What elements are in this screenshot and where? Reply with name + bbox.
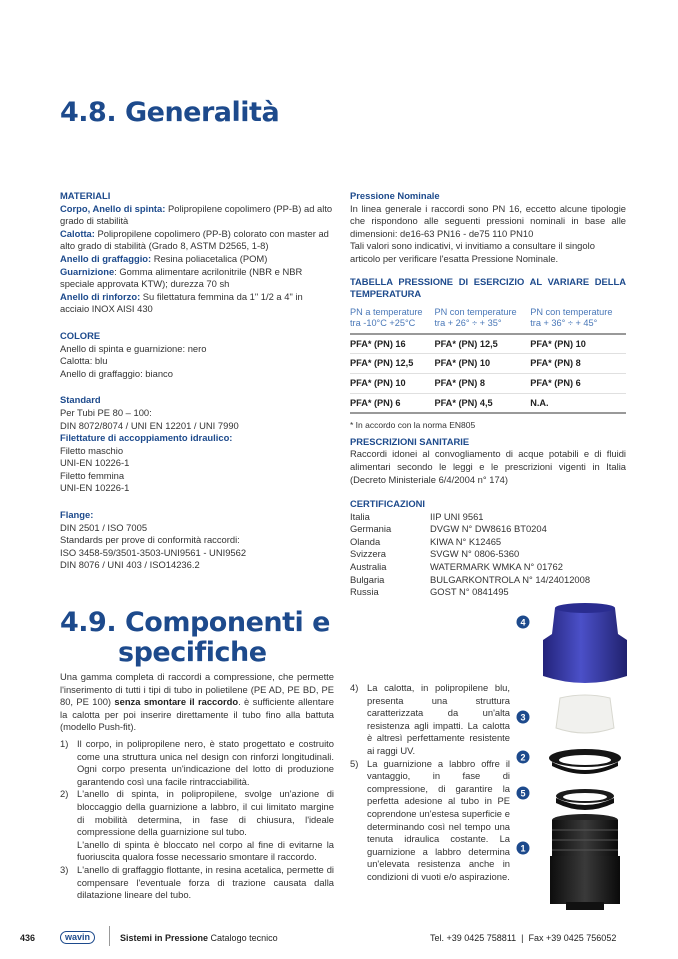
- standard-line: DIN 8072/8074 / UNI EN 12201 / UNI 7990: [60, 419, 239, 431]
- list-text: L'anello di graffaggio flottante, in resina acetalica, permette di compensare l'eventuale forza di trazione causata dalla dilatazione lineare del tubo.: [77, 863, 334, 901]
- table-row: [350, 354, 626, 374]
- materiali-text: : Gomma alimentare acrilonitrile (NBR e NBR speciale approvata KTW); durezza 70 sh: [60, 265, 303, 290]
- badge-3: [517, 711, 530, 724]
- list-text: Il corpo, in polipropilene nero, è stato progettato e costruito come una struttura unica nel design con rinforzi longitudinali. Ogni corpo presenta un'indicazione del lotto di produzione garantendo così una facile rintracciabilità.: [77, 738, 334, 787]
- materiali-item: [60, 203, 334, 228]
- list-number: 3): [60, 863, 69, 875]
- cert-number: GOST N° 0841495: [430, 586, 509, 598]
- prescrizioni-text: Raccordi idonei al convogliamento di acque potabili e di fluidi alimentari secondo le leggi e le prescrizioni vigenti in Italia (Decreto Ministeriale 6/4/2004 n° 174): [350, 448, 626, 485]
- prescrizioni-heading: PRESCRIZIONI SANITARIE: [350, 435, 470, 447]
- filettature-line: Filetto maschio: [60, 444, 124, 456]
- tabella-heading: TABELLA PRESSIONE DI ESERCIZIO AL VARIARE DELLA TEMPERATURA: [350, 275, 626, 300]
- materiali-text: Resina poliacetalica (POM): [151, 252, 268, 264]
- table-header-cell: [350, 307, 434, 334]
- intro-text: Una gamma completa di raccordi a compressione, che permette l'inserimento di tutti i tipi di tubo in polietilene (PE AD, PE BD, PE 80, PE 100): [60, 671, 334, 708]
- push-ring-component: [556, 789, 614, 810]
- cert-country: Australia: [350, 561, 387, 573]
- table-cell: PFA* (PN) 8: [434, 373, 530, 393]
- list-item: [60, 788, 334, 864]
- cert-country: Italia: [350, 510, 370, 522]
- grip-ring-component: [556, 695, 614, 733]
- cert-number: IIP UNI 9561: [430, 510, 484, 522]
- colore-heading: COLORE: [60, 329, 101, 341]
- materiali-label: Anello di graffaggio:: [60, 252, 152, 264]
- cert-row: [350, 574, 626, 587]
- flange-line: ISO 3458-59/3501-3503-UNI9561 - UNI9562: [60, 546, 247, 558]
- footer-divider: [109, 926, 110, 946]
- cert-country: Russia: [350, 586, 379, 598]
- intro-bold: senza smontare il raccordo: [114, 696, 239, 708]
- table-cell: PFA* (PN) 10: [434, 354, 530, 374]
- list-number: 1): [60, 738, 69, 749]
- intro-text: . è sufficiente allentare la calotta per poi inserire direttamente il tubo fino alla battuta (modello Push-fit).: [60, 696, 335, 733]
- cert-country: Svizzera: [350, 548, 386, 560]
- contacts: Tel. +39 0425 758811 | Fax +39 0425 756052: [430, 933, 617, 943]
- materiali-item: [60, 291, 334, 316]
- list-item: [350, 758, 510, 884]
- cert-number: BULGARKONTROLA N° 14/24012008: [430, 573, 591, 585]
- table-row: [350, 393, 626, 413]
- pressione-note: Tali valori sono indicativi, vi invitiamo a consultare il singolo articolo per verificare l'esatta Pressione Nominale.: [350, 240, 595, 264]
- cert-number: KIWA N° K12465: [430, 535, 502, 547]
- list-number: 5): [350, 757, 359, 769]
- page-number: 436: [20, 933, 36, 943]
- filettature-line: Filetto femmina: [60, 469, 125, 481]
- header-line: PN con temperature: [530, 306, 613, 317]
- list-item: [60, 738, 334, 788]
- fitting-exploded-image: [510, 598, 650, 918]
- cert-number: DVGW N° DW8616 BT0204: [430, 523, 547, 535]
- materiali-item: [60, 253, 334, 266]
- catalog-title: [120, 932, 278, 945]
- wavin-logo: wavin: [60, 931, 95, 944]
- cert-row: [350, 523, 626, 536]
- cert-row: [350, 536, 626, 549]
- table-header-row: [350, 307, 626, 334]
- cert-row: [350, 548, 626, 561]
- table-cell: PFA* (PN) 8: [530, 354, 626, 374]
- cert-country: Olanda: [350, 535, 381, 547]
- filettature-line: UNI-EN 10226-1: [60, 482, 130, 494]
- table-cell: PFA* (PN) 6: [350, 393, 434, 413]
- right-column-generalita: [350, 190, 626, 599]
- cert-country: Germania: [350, 523, 392, 535]
- header-line: tra -10°C +25°C: [350, 317, 416, 328]
- badge-number: 5: [520, 788, 526, 799]
- cert-country: Bulgaria: [350, 573, 385, 585]
- table-header-cell: [434, 307, 530, 334]
- table-cell: PFA* (PN) 12,5: [350, 354, 434, 374]
- flange-line: Standards per prove di conformità raccordi:: [60, 534, 240, 546]
- filettature-heading: Filettature di accoppiamento idraulico:: [60, 432, 233, 444]
- certificazioni-heading: CERTIFICAZIONI: [350, 498, 425, 510]
- list-number: 2): [60, 788, 69, 800]
- materiali-item: [60, 266, 334, 291]
- materiali-text: Polipropilene copolimero (PP-B) colorato con master ad alto grado di stabilità (Grado 8, ASTM D2565, 1-8): [60, 227, 329, 252]
- materiali-label: Corpo, Anello di spinta:: [60, 202, 166, 214]
- badge-number: 3: [520, 712, 526, 723]
- badge-number: 4: [520, 617, 526, 628]
- table-cell: PFA* (PN) 10: [530, 334, 626, 354]
- component-badges: [517, 616, 530, 855]
- header-line: tra + 26° ÷ + 35°: [434, 317, 502, 328]
- catalog-title-rest: Catalogo tecnico: [208, 933, 278, 943]
- materiali-text: Polipropilene copolimero (PP-B) ad alto grado di stabilità: [60, 202, 333, 227]
- colore-line: Calotta: blu: [60, 355, 108, 367]
- certificazioni-list: [350, 511, 626, 599]
- table-footnote: * In accordo con la norma EN805: [350, 420, 476, 431]
- badge-5: [517, 787, 530, 800]
- list-text: La calotta, in polipropilene blu, presenta una struttura caratterizzata da un'alta resistenza agli impatti. La calotta è altresì perfettamente resistente ai raggi UV.: [367, 682, 510, 756]
- table-cell: PFA* (PN) 10: [350, 373, 434, 393]
- materiali-label: Calotta:: [60, 227, 95, 239]
- materiali-item: [60, 228, 334, 253]
- table-cell: PFA* (PN) 12,5: [434, 334, 530, 354]
- badge-number: 2: [520, 752, 526, 763]
- table-cell: PFA* (PN) 6: [530, 373, 626, 393]
- colore-line: Anello di spinta e guarnizione: nero: [60, 342, 207, 354]
- header-line: PN con temperature: [434, 306, 517, 317]
- list-text: L'anello di spinta è bloccato nel corpo al fine di evitarne la fuoriuscita qualora fosse necessario smontare il raccordo.: [77, 838, 334, 863]
- materiali-list: [60, 203, 334, 316]
- cert-number: SVGW N° 0806-5360: [430, 548, 520, 560]
- cert-number: WATERMARK WMKA N° 01762: [430, 561, 563, 573]
- badge-2: [517, 751, 530, 764]
- materiali-text: Su filettatura femmina da 1" 1/2 a 4" in acciaio INOX AISI 430: [60, 290, 303, 315]
- flange-line: DIN 8076 / UNI 403 / ISO14236.2: [60, 559, 200, 571]
- section-title-componenti-line2: specifiche: [118, 637, 267, 668]
- table-row: [350, 334, 626, 354]
- cert-row: [350, 511, 626, 524]
- components-list-right: [350, 682, 510, 884]
- flange-line: DIN 2501 / ISO 7005: [60, 521, 148, 533]
- colore-line: Anello di graffaggio: bianco: [60, 367, 173, 379]
- materiali-label: Anello di rinforzo:: [60, 290, 141, 302]
- list-item: [350, 682, 510, 758]
- list-number: 4): [350, 682, 359, 693]
- flange-heading: Flange:: [60, 509, 94, 521]
- materiali-heading: MATERIALI: [60, 190, 111, 201]
- cert-row: [350, 586, 626, 599]
- cert-row: [350, 561, 626, 574]
- filettature-line: UNI-EN 10226-1: [60, 457, 130, 469]
- badge-4: [517, 616, 530, 629]
- table-row: [350, 373, 626, 393]
- table-header-cell: [530, 307, 626, 334]
- header-line: tra + 36° ÷ + 45°: [530, 317, 598, 328]
- list-text: La guarnizione a labbro offre il vantaggio, in fase di compressione, di garantire la perfetta adesione al tubo in PE coprendone un'estesa superficie e determinando così nel tempo una tenuta idraulica costante. La guarnizione a labbro determina un'elevata resistenza anche in condizioni di vuoti e/o aspirazione.: [367, 757, 510, 882]
- cap-component: [543, 603, 627, 683]
- standard-line: Per Tubi PE 80 – 100:: [60, 406, 152, 418]
- catalog-title-bold: Sistemi in Pressione: [120, 933, 209, 943]
- list-text: L'anello di spinta, in polipropilene, svolge un'azione di bloccaggio della guarnizione a labbro, il cui limitato margine di mobilità determina, in fase di chiusura, l'ideale compressione della guarnizione sul tubo.: [77, 788, 334, 838]
- standard-heading: Standard: [60, 394, 101, 406]
- intro-paragraph: [60, 671, 334, 734]
- body-component: [550, 814, 620, 910]
- pressione-text: In linea generale i raccordi sono PN 16, eccetto alcune tipologie che rispondono alle seguenti pressioni nominali in base alle dimensioni: de16-63 PN16 - de75 110 PN10: [350, 202, 626, 239]
- pressione-heading: Pressione Nominale: [350, 190, 440, 201]
- table-cell: PFA* (PN) 16: [350, 334, 434, 354]
- lip-seal-component: [549, 749, 621, 774]
- table-cell: N.A.: [530, 393, 626, 413]
- list-item: [60, 864, 334, 902]
- pressure-temperature-table: [350, 307, 626, 414]
- badge-number: 1: [520, 843, 526, 854]
- table-cell: PFA* (PN) 4,5: [434, 393, 530, 413]
- badge-1: [517, 842, 530, 855]
- left-column-generalita: [60, 190, 334, 572]
- section-title-componenti: 4.9. Componenti e: [60, 607, 330, 638]
- components-list-left: [60, 738, 334, 902]
- materiali-label: Guarnizione: [60, 265, 115, 277]
- section-title-generalita: 4.8. Generalità: [60, 97, 280, 128]
- header-line: PN a temperature: [350, 306, 423, 317]
